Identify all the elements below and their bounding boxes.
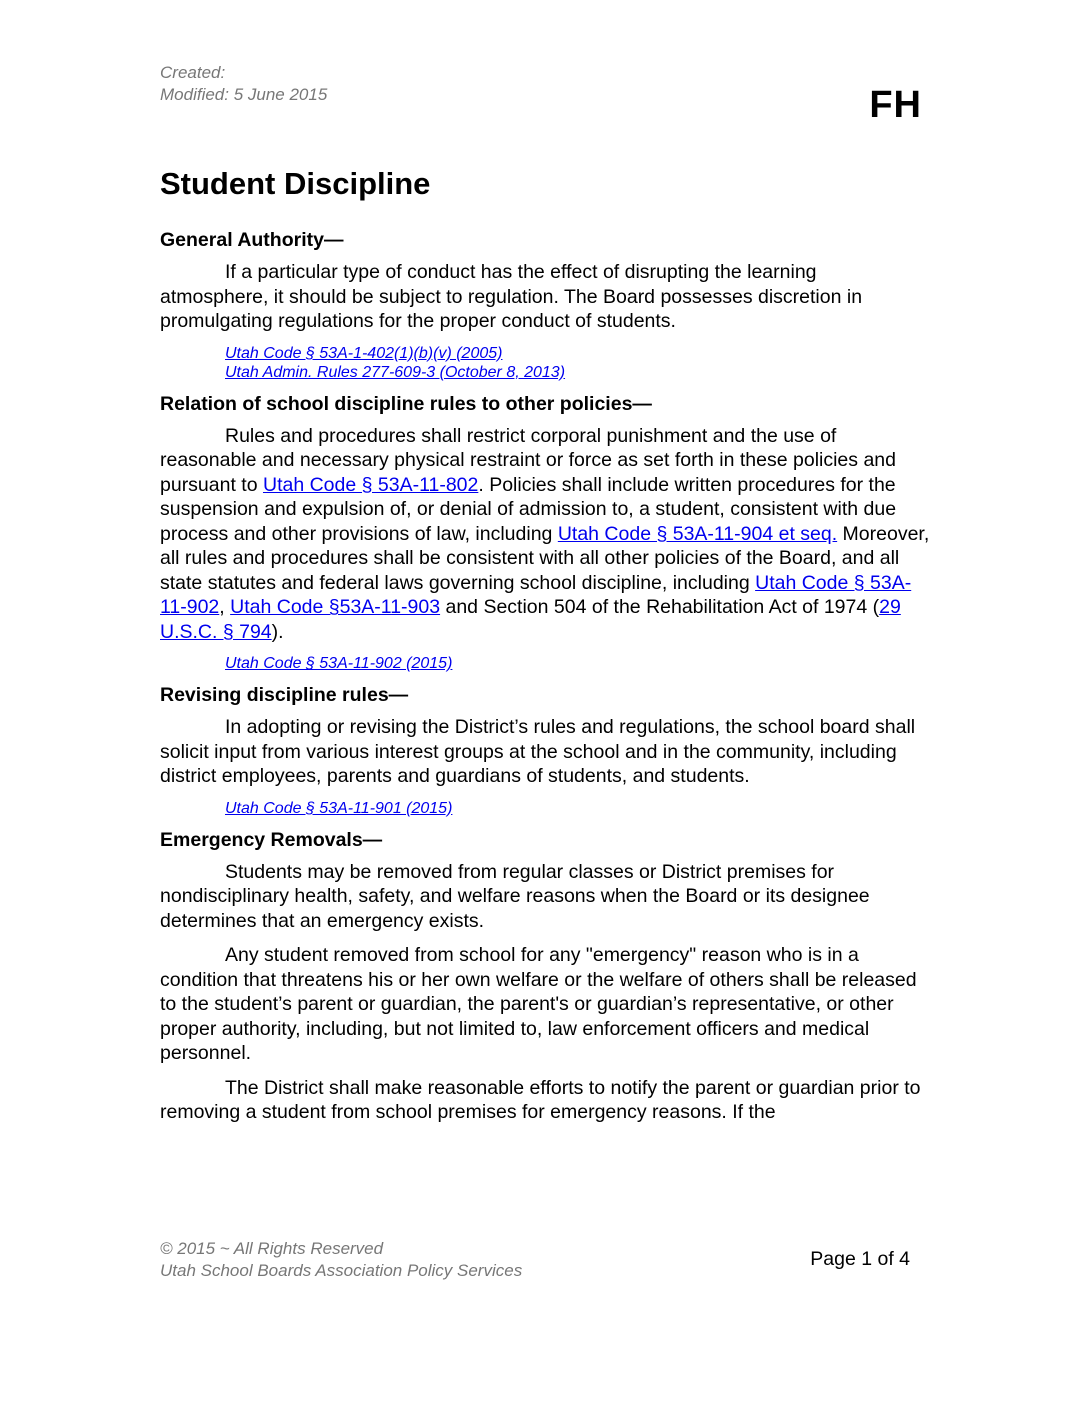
policy-code: FH [869, 84, 922, 126]
document-body [160, 164, 930, 1135]
paragraph-relation: Rules and procedures shall restrict corporal punishment and the use of reasonable and necessary physical restraint or force as set forth in these policies and pursuant to Utah Code § 53A-11-802. Policies shall include written procedures for the suspension and expulsion of, or denial of admission to, a student, consistent with due process and other provisions of law, including Utah Code § 53A-11-904 et seq. Moreover, all rules and procedures shall be consistent with all other policies of the Board, and all state statutes and federal laws governing school discipline, including Utah Code § 53A-11-902, Utah Code §53A-11-903 and Section 504 of the Rehabilitation Act of 1974 (29 U.S.C. § 794). [160, 424, 930, 643]
paragraph-emergency-2: Any student removed from school for any "emergency" reason who is in a condition that threatens his or her own welfare or the welfare of others shall be released to the student’s parent or guardian, the parent's or guardian’s representative, or other proper authority, including, but not limited to, law enforcement officers and medical personnel. [160, 944, 917, 1064]
modified-date: Modified: 5 June 2015 [160, 85, 328, 104]
citation-link-53a-11-901[interactable]: Utah Code § 53A-11-901 (2015) [225, 799, 453, 817]
link-53a-11-902[interactable]: Utah Code § 53A-11-902 [160, 571, 912, 618]
footer-credits [160, 1238, 522, 1282]
citation-link-277-609-3[interactable]: Utah Admin. Rules 277-609-3 (October 8, 2013) [225, 363, 566, 381]
paragraph-revising: In adopting or revising the District’s rules and regulations, the school board shall solicit input from various interest groups at the school and in the community, including district employees, parents and guardians of students, and students. [160, 716, 916, 787]
paragraph-general-authority: If a particular type of conduct has the effect of disrupting the learning atmosphere, it should be subject to regulation. The Board possesses discretion in promulgating regulations for the proper conduct of students. [160, 261, 863, 332]
section-heading-relation: Relation of school discipline rules to other policies— [160, 392, 652, 415]
section-heading-revising: Revising discipline rules— [160, 684, 409, 706]
organization-text: Utah School Boards Association Policy Services [160, 1261, 523, 1280]
page-title: Student Discipline [160, 166, 431, 201]
citation-block-relation [225, 654, 930, 673]
link-53a-11-903[interactable]: Utah Code §53A-11-903 [230, 596, 441, 618]
link-53a-11-904[interactable]: Utah Code § 53A-11-904 et seq. [557, 522, 838, 545]
link-29-usc-794[interactable]: 29 U.S.C. § 794 [160, 596, 901, 643]
citation-block-revising [225, 799, 930, 818]
paragraph-emergency-1: Students may be removed from regular classes or District premises for nondisciplinary health, safety, and welfare reasons when the Board or its designee determines that an emergency exists. [160, 860, 870, 932]
document-meta [160, 62, 327, 106]
created-label: Created: [160, 63, 226, 82]
section-heading-emergency: Emergency Removals— [160, 828, 383, 851]
citation-link-53a-1-402[interactable]: Utah Code § 53A-1-402(1)(b)(v) (2005) [225, 344, 503, 362]
link-53a-11-802[interactable]: Utah Code § 53A-11-802 [262, 473, 479, 496]
paragraph-emergency-3: The District shall make reasonable efforts to notify the parent or guardian prior to removing a student from school premises for emergency reasons. If the [160, 1076, 921, 1123]
citation-link-53a-11-902[interactable]: Utah Code § 53A-11-902 (2015) [225, 655, 453, 672]
section-heading-general-authority: General Authority— [160, 229, 344, 251]
copyright-text: © 2015 ~ All Rights Reserved [160, 1239, 384, 1258]
citation-block-general [225, 344, 930, 382]
page-number: Page 1 of 4 [810, 1248, 910, 1270]
